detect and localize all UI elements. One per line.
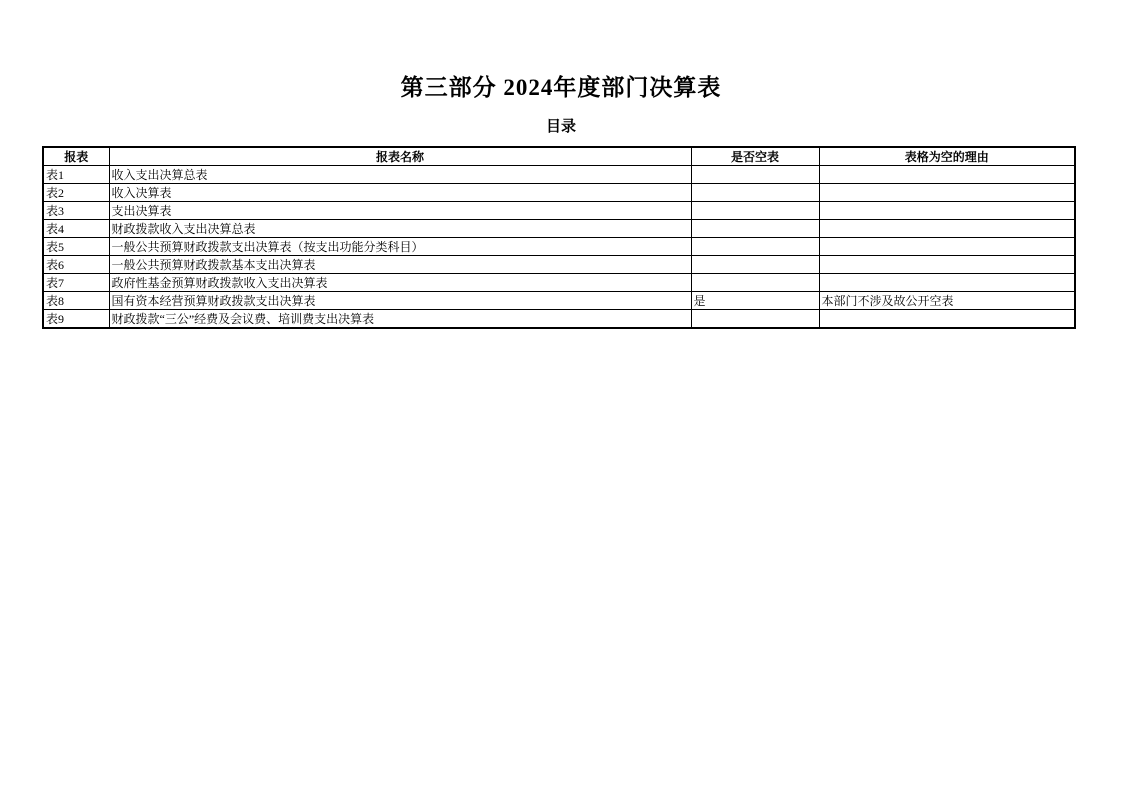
header-row xyxy=(43,147,1075,166)
header-is-empty: 是否空表 xyxy=(691,147,819,166)
empty-reason-cell xyxy=(819,274,1075,292)
table-row xyxy=(43,166,1075,184)
is-empty-cell xyxy=(691,220,819,238)
table-row xyxy=(43,184,1075,202)
report-id-cell: 表8 xyxy=(43,292,109,310)
is-empty-cell xyxy=(691,256,819,274)
report-name-cell: 收入支出决算总表 xyxy=(109,166,691,184)
table-row xyxy=(43,238,1075,256)
is-empty-cell xyxy=(691,274,819,292)
is-empty-cell xyxy=(691,310,819,329)
empty-reason-cell xyxy=(819,166,1075,184)
empty-reason-cell xyxy=(819,238,1075,256)
table-row xyxy=(43,202,1075,220)
report-name-cell: 财政拨款“三公”经费及会议费、培训费支出决算表 xyxy=(109,310,691,329)
header-empty-reason: 表格为空的理由 xyxy=(819,147,1075,166)
is-empty-cell: 是 xyxy=(691,292,819,310)
report-name-cell: 政府性基金预算财政拨款收入支出决算表 xyxy=(109,274,691,292)
report-id-cell: 表4 xyxy=(43,220,109,238)
report-id-cell: 表2 xyxy=(43,184,109,202)
toc-table-body xyxy=(43,166,1075,329)
table-row xyxy=(43,310,1075,329)
report-id-cell: 表9 xyxy=(43,310,109,329)
report-id-cell: 表6 xyxy=(43,256,109,274)
empty-reason-cell xyxy=(819,184,1075,202)
report-id-cell: 表5 xyxy=(43,238,109,256)
table-row xyxy=(43,220,1075,238)
report-name-cell: 财政拨款收入支出决算总表 xyxy=(109,220,691,238)
empty-reason-cell xyxy=(819,220,1075,238)
page-title: 第三部分 2024年度部门决算表 xyxy=(400,75,722,100)
empty-reason-cell xyxy=(819,310,1075,329)
table-row xyxy=(43,274,1075,292)
report-id-cell: 表1 xyxy=(43,166,109,184)
is-empty-cell xyxy=(691,202,819,220)
empty-reason-cell: 本部门不涉及故公开空表 xyxy=(819,292,1075,310)
header-report-id: 报表 xyxy=(43,147,109,166)
is-empty-cell xyxy=(691,238,819,256)
is-empty-cell xyxy=(691,166,819,184)
report-id-cell: 表3 xyxy=(43,202,109,220)
report-name-cell: 一般公共预算财政拨款基本支出决算表 xyxy=(109,256,691,274)
toc-table-header xyxy=(43,147,1075,166)
toc-table xyxy=(42,146,1076,329)
report-id-cell: 表7 xyxy=(43,274,109,292)
table-row xyxy=(43,292,1075,310)
report-name-cell: 收入决算表 xyxy=(109,184,691,202)
toc-heading: 目录 xyxy=(545,119,576,135)
report-name-cell: 支出决算表 xyxy=(109,202,691,220)
is-empty-cell xyxy=(691,184,819,202)
empty-reason-cell xyxy=(819,256,1075,274)
report-name-cell: 一般公共预算财政拨款支出决算表（按支出功能分类科目） xyxy=(109,238,691,256)
header-report-name: 报表名称 xyxy=(109,147,691,166)
table-row xyxy=(43,256,1075,274)
empty-reason-cell xyxy=(819,202,1075,220)
report-name-cell: 国有资本经营预算财政拨款支出决算表 xyxy=(109,292,691,310)
